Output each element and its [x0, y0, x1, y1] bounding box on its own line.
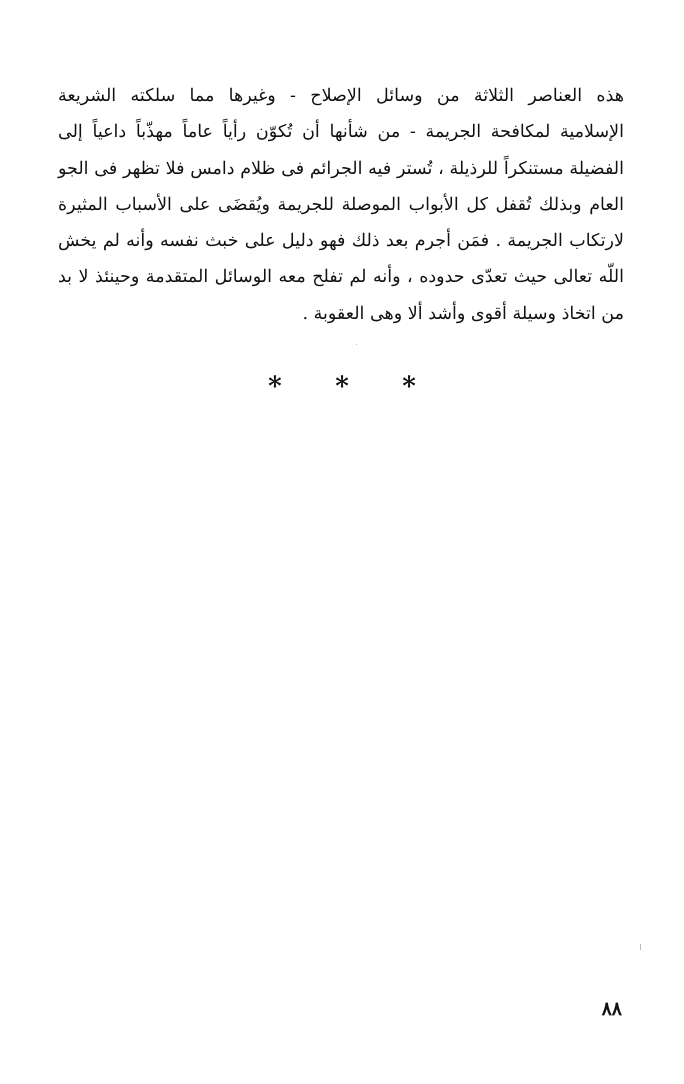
asterisk-ornament: *: [402, 372, 416, 402]
scan-speck: [356, 344, 357, 345]
scan-speck: [640, 944, 641, 950]
paragraph-line: اللّه تعالى حيث تعدّى حدوده ، وأنه لم تفلح معه الوسائل المتقدمة وحينئذ لا بد: [58, 267, 624, 288]
section-divider-asterisks: [0, 372, 684, 402]
paragraph-line: العام وبذلك تُقفل كل الأبواب الموصلة للجريمة ويُقضَى على الأسباب المثيرة: [58, 194, 624, 215]
page-number: ٨٨: [601, 998, 622, 1020]
paragraph-line: هذه العناصر الثلاثة من وسائل الإصلاح - وغيرها مما سلكته الشريعة: [58, 86, 624, 106]
body-paragraph: [58, 78, 624, 332]
paragraph-line: الإسلامية لمكافحة الجريمة - من شأنها أن تُكوّن رأياً عاماً مهذّباً داعياً إلى: [58, 122, 624, 143]
paragraph-line: من اتخاذ وسيلة أقوى وأشد ألا وهى العقوبة .: [302, 303, 624, 324]
asterisk-ornament: *: [268, 372, 282, 402]
paragraph-line: الفضيلة مستنكراً للرذيلة ، تُستر فيه الجرائم فى ظلام دامس فلا تظهر فى الجو: [58, 158, 624, 179]
paragraph-line: لارتكاب الجريمة . فمَن أجرم بعد ذلك فهو دليل على خبث نفسه وأنه لم يخش: [58, 231, 624, 252]
asterisk-ornament: *: [335, 372, 349, 402]
